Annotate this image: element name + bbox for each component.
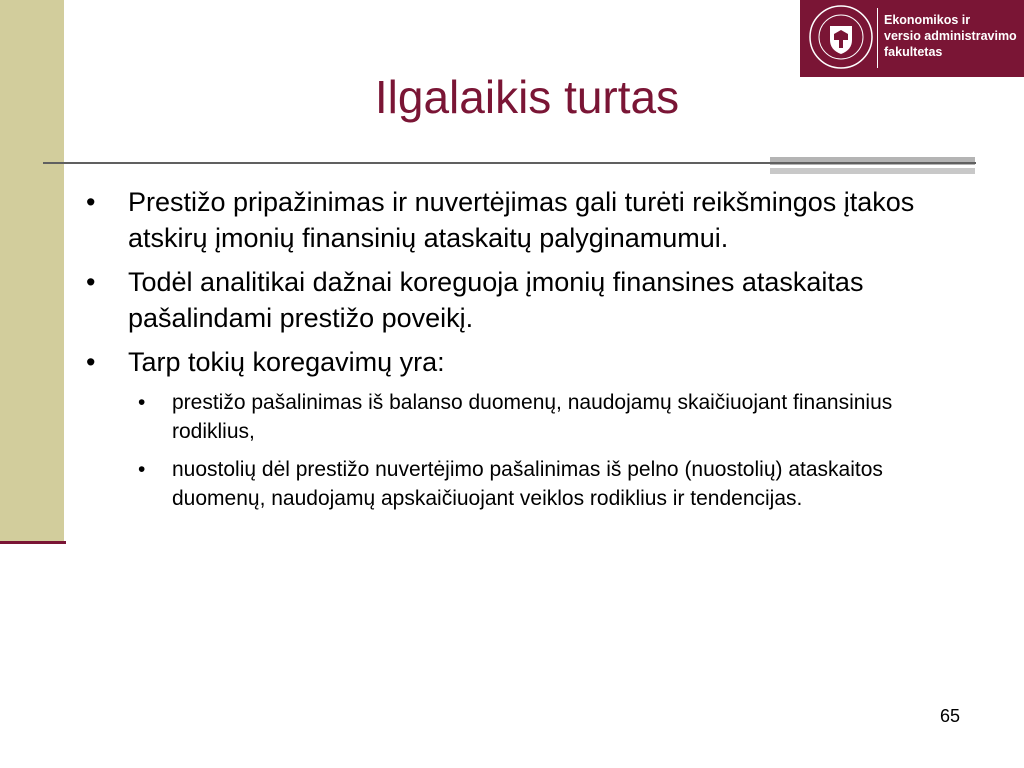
university-logo — [800, 0, 1024, 77]
bullet-text: Prestižo pripažinimas ir nuvertėjimas gali turėti reikšmingos įtakos atskirų įmonių finansinių ataskaitų palyginamumui. — [128, 187, 915, 253]
faculty-name-line: fakultetas — [884, 45, 943, 59]
bullet-text: Tarp tokių koregavimų yra: — [128, 347, 445, 377]
sub-bullet-text: nuostolių dėl prestižo nuvertėjimo pašalinimas iš pelno (nuostolių) ataskaitos duomenų, naudojamų apskaičiuojant veiklos rodiklius ir tendencijas. — [172, 458, 883, 510]
bullet-item — [86, 344, 956, 380]
page-number: 65 — [940, 706, 961, 726]
faculty-name-line: versio administravimo — [884, 29, 1017, 43]
slide-title: Ilgalaikis turtas — [374, 71, 680, 123]
title-rule — [43, 162, 976, 164]
university-seal-icon — [808, 4, 874, 70]
bullet-text: Todėl analitikai dažnai koreguoja įmonių finansines ataskaitas pašalindami prestižo poveikį. — [128, 267, 864, 333]
sub-bullet-icon: • — [138, 391, 146, 414]
logo-divider — [877, 8, 878, 68]
slide-content — [86, 184, 956, 522]
sub-bullet-item — [86, 455, 956, 513]
sub-bullet-text: prestižo pašalinimas iš balanso duomenų, naudojamų skaičiuojant finansinius rodiklius, — [172, 391, 893, 443]
sub-bullet-item — [86, 388, 956, 446]
bullet-item — [86, 184, 956, 256]
bullet-icon: • — [86, 347, 96, 377]
title-accent-bar-lower — [770, 168, 975, 174]
bullet-icon: • — [86, 267, 96, 297]
sidebar-bottom-line — [0, 541, 66, 544]
faculty-name — [884, 12, 1017, 60]
bullet-icon: • — [86, 187, 96, 217]
faculty-name-line: Ekonomikos ir — [884, 13, 971, 27]
bullet-item — [86, 264, 956, 336]
sub-bullet-icon: • — [138, 458, 146, 481]
